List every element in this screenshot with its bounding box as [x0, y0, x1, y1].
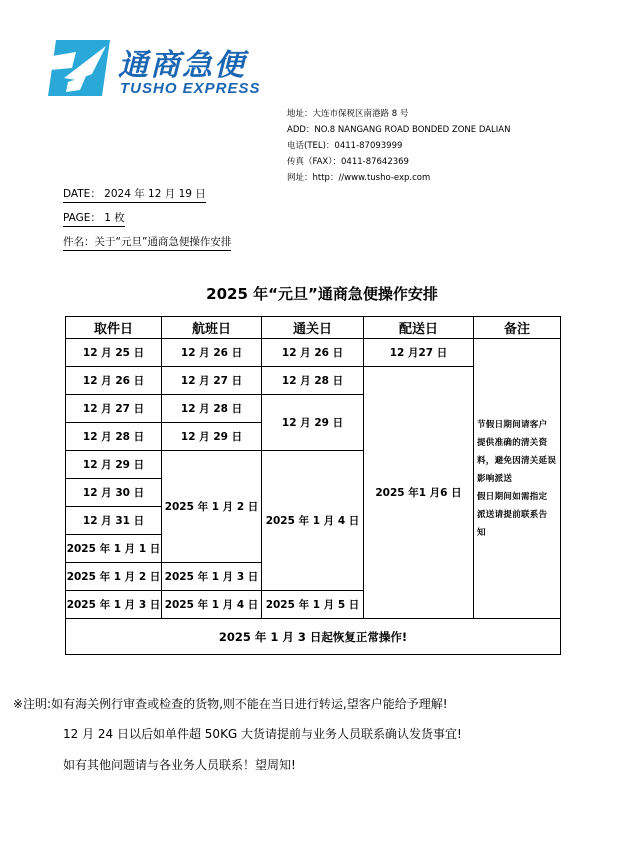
note-line: 如有其他问题请与各业务人员联系！望周知!	[63, 758, 296, 772]
phone-line: 电话(TEL)：0411-87093999	[287, 141, 403, 151]
subject-text: 件名：关于“元旦”通商急便操作安排	[63, 234, 231, 251]
flight-cell: 12 月 29 日	[162, 423, 262, 451]
resume-notice: 2025 年 1 月 3 日起恢复正常操作!	[66, 619, 561, 655]
logo-chinese-text: 通商急便	[118, 48, 246, 83]
page-line	[63, 210, 125, 227]
header-remark: 备注	[474, 317, 561, 339]
remark-cell	[474, 339, 561, 619]
address-line-en: ADD：NO.8 NANGANG ROAD BONDED ZONE DALIAN	[287, 125, 511, 135]
flight-cell: 2025 年 1 月 3 日	[162, 563, 262, 591]
date-text: DATE： 2024 年 12 月 19 日	[63, 186, 206, 203]
company-logo	[46, 38, 261, 100]
fax-line: 传真（FAX）：0411-87642369	[287, 157, 409, 167]
notice-row	[66, 619, 561, 655]
flight-cell: 12 月 27 日	[162, 367, 262, 395]
customs-cell: 12 月 29 日	[262, 395, 364, 451]
remark-line: 派送请提前联系告	[477, 509, 548, 520]
header-flight: 航班日	[162, 317, 262, 339]
pickup-cell: 2025 年 1 月 2 日	[66, 563, 162, 591]
pickup-cell: 12 月 28 日	[66, 423, 162, 451]
pickup-cell: 12 月 29 日	[66, 451, 162, 479]
remark-line: 节假日期间请客户	[477, 419, 548, 430]
pickup-cell: 12 月 27 日	[66, 395, 162, 423]
header-customs: 通关日	[262, 317, 364, 339]
remark-line: 料，避免因清关延误	[477, 455, 557, 466]
table-header-row	[66, 317, 561, 339]
pickup-cell: 2025 年 1 月 3 日	[66, 591, 162, 619]
delivery-cell: 12 月27 日	[364, 339, 474, 367]
flight-cell: 12 月 28 日	[162, 395, 262, 423]
note-line: 12 月 24 日以后如单件超 50KG 大货请提前与业务人员联系确认发货事宜!	[63, 727, 462, 741]
pickup-cell: 12 月 31 日	[66, 507, 162, 535]
header-pickup: 取件日	[66, 317, 162, 339]
document-title: 2025 年“元旦”通商急便操作安排	[206, 285, 438, 303]
header-delivery: 配送日	[364, 317, 474, 339]
flight-cell: 2025 年 1 月 2 日	[162, 451, 262, 563]
delivery-cell: 2025 年1 月6 日	[364, 367, 474, 619]
remark-line: 假日期间如需指定	[477, 491, 548, 502]
website-line: 网址：http：//www.tusho-exp.com	[287, 173, 431, 183]
plane-logo-icon	[46, 38, 110, 98]
page-text: PAGE： 1 枚	[63, 210, 125, 227]
customs-cell: 12 月 28 日	[262, 367, 364, 395]
table-row	[66, 339, 561, 367]
customs-cell: 12 月 26 日	[262, 339, 364, 367]
remark-line: 影响派送	[477, 473, 513, 484]
customs-cell: 2025 年 1 月 5 日	[262, 591, 364, 619]
flight-cell: 2025 年 1 月 4 日	[162, 591, 262, 619]
company-address-block	[287, 106, 510, 186]
date-line	[63, 186, 206, 203]
customs-cell: 2025 年 1 月 4 日	[262, 451, 364, 591]
pickup-cell: 12 月 30 日	[66, 479, 162, 507]
pickup-cell: 12 月 26 日	[66, 367, 162, 395]
remark-line: 知	[477, 527, 486, 538]
logo-english-text: TUSHO EXPRESS	[120, 80, 261, 97]
remark-line: 提供准确的清关资	[477, 437, 548, 448]
holiday-schedule-table	[65, 316, 561, 655]
pickup-cell: 12 月 25 日	[66, 339, 162, 367]
flight-cell: 12 月 26 日	[162, 339, 262, 367]
note-line: ※注明:如有海关例行审查或检查的货物,则不能在当日进行转运,望客户能给予理解!	[13, 697, 448, 711]
subject-line	[63, 234, 231, 251]
pickup-cell: 2025 年 1 月 1 日	[66, 535, 162, 563]
address-line: 地址：大连市保税区南港路 8 号	[287, 109, 409, 119]
